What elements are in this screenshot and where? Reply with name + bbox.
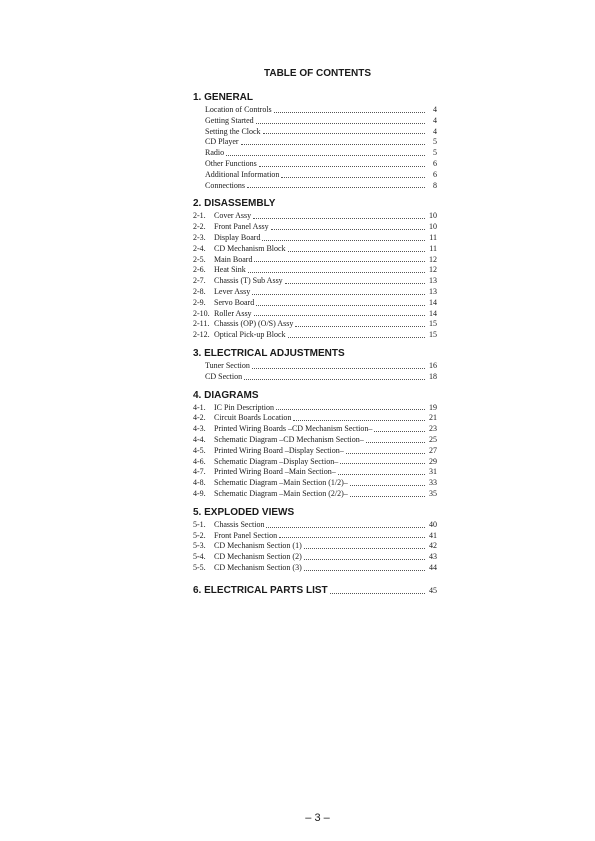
- entry-number: 2-6.: [193, 265, 206, 275]
- toc-entry: [193, 541, 437, 552]
- entry-number: 2-5.: [193, 254, 206, 264]
- entry-label: CD Mechanism Block: [214, 243, 286, 253]
- entry-number: 4-5.: [193, 445, 206, 455]
- toc-entry: [193, 148, 437, 159]
- entry-label: Schematic Diagram –Display Section–: [214, 456, 339, 466]
- dot-leader: [295, 325, 425, 327]
- toc-entry: [193, 233, 437, 244]
- entry-page: 45: [429, 585, 437, 595]
- toc-entry: [193, 127, 437, 138]
- toc-entry: [193, 309, 437, 320]
- entry-label: Printed Wiring Board –Display Section–: [214, 445, 344, 455]
- entry-page: 13: [429, 276, 437, 286]
- entry-label: Display Board: [214, 232, 261, 242]
- entry-page: 8: [433, 180, 437, 190]
- entry-label: Setting the Clock: [205, 126, 261, 136]
- toc-entry: [193, 298, 437, 309]
- dot-leader: [259, 165, 425, 167]
- entry-page: 19: [429, 402, 437, 412]
- entry-label: Optical Pick-up Block: [214, 330, 286, 340]
- dot-leader: [262, 239, 425, 241]
- toc-sections: [193, 91, 437, 597]
- dot-leader: [346, 452, 425, 454]
- entry-label: Front Panel Assy: [214, 222, 269, 232]
- dot-leader: [374, 430, 425, 432]
- toc-entry: [193, 413, 437, 424]
- toc-section: [193, 506, 437, 574]
- entry-label: Circuit Boards Location: [214, 413, 292, 423]
- entry-page: 33: [429, 478, 437, 488]
- entry-page: 11: [429, 243, 437, 253]
- toc-entry: [193, 424, 437, 435]
- entry-label: Roller Assy: [214, 308, 252, 318]
- dot-leader: [226, 154, 425, 156]
- toc-entry: [193, 265, 437, 276]
- dot-leader: [252, 293, 425, 295]
- entry-number: 2-11.: [193, 319, 210, 329]
- toc-entry: [193, 116, 437, 127]
- dot-leader: [254, 260, 425, 262]
- toc-entry: [193, 403, 437, 414]
- dot-leader: [254, 314, 425, 316]
- entry-number: 2-2.: [193, 222, 206, 232]
- entry-page: 10: [429, 211, 437, 221]
- entry-label: Radio: [205, 148, 225, 158]
- entry-number: 2-3.: [193, 232, 206, 242]
- section-heading: 1. GENERAL: [193, 92, 254, 103]
- toc-section-parts-list: [193, 584, 437, 597]
- entry-page: 10: [429, 222, 437, 232]
- dot-leader: [256, 304, 425, 306]
- toc-entry: [193, 552, 437, 563]
- dot-leader: [350, 495, 425, 497]
- entry-page: 15: [429, 330, 437, 340]
- dot-leader: [274, 111, 425, 113]
- dot-leader: [256, 122, 425, 124]
- entry-label: Schematic Diagram –CD Mechanism Section–: [214, 434, 364, 444]
- toc-entry: [193, 319, 437, 330]
- entry-page: 12: [429, 265, 437, 275]
- dot-leader: [366, 441, 425, 443]
- entry-label: Chassis (T) Sub Assy: [214, 276, 283, 286]
- entry-page: 27: [429, 445, 437, 455]
- dot-leader: [285, 282, 425, 284]
- dot-leader: [330, 592, 425, 594]
- dot-leader: [252, 367, 425, 369]
- dot-leader: [304, 558, 425, 560]
- entry-page: 40: [429, 519, 437, 529]
- entry-number: 2-1.: [193, 211, 206, 221]
- entry-page: 6: [433, 158, 437, 168]
- section-heading: 5. EXPLODED VIEWS: [193, 506, 295, 518]
- toc-entry: [193, 361, 437, 372]
- dot-leader: [338, 473, 425, 475]
- toc-entry: [193, 520, 437, 531]
- toc-entry: [193, 563, 437, 574]
- dot-leader: [279, 536, 425, 538]
- entry-number: 4-3.: [193, 424, 206, 434]
- entry-page: 16: [429, 360, 437, 370]
- entry-page: 11: [429, 232, 437, 242]
- toc-section: [193, 347, 437, 383]
- entry-number: 4-6.: [193, 456, 206, 466]
- entry-page: 15: [429, 319, 437, 329]
- dot-leader: [253, 217, 425, 219]
- toc-title: TABLE OF CONTENTS: [263, 68, 372, 79]
- entry-label: CD Mechanism Section (1): [214, 541, 302, 551]
- entry-label: Schematic Diagram –Main Section (2/2)–: [214, 488, 348, 498]
- entry-page: 21: [429, 413, 437, 423]
- entry-page: 43: [429, 552, 437, 562]
- entry-page: 25: [429, 434, 437, 444]
- page-number: – 3 –: [305, 812, 330, 824]
- section-heading: 6. ELECTRICAL PARTS LIST: [193, 584, 328, 596]
- dot-leader: [304, 547, 425, 549]
- dot-leader: [281, 176, 425, 178]
- entry-label: Getting Started: [205, 115, 254, 125]
- toc-entry: [193, 137, 437, 148]
- entry-page: 44: [429, 562, 437, 572]
- dot-leader: [271, 228, 425, 230]
- entry-label: Lever Assy: [214, 286, 251, 296]
- entry-label: Cover Assy: [214, 211, 252, 221]
- section-heading: 2. DISASSEMBLY: [193, 198, 276, 210]
- dot-leader: [288, 250, 425, 252]
- entry-number: 2-4.: [193, 243, 206, 253]
- toc-entry: [193, 255, 437, 266]
- entry-page: 13: [429, 286, 437, 296]
- section-heading: 3. ELECTRICAL ADJUSTMENTS: [193, 347, 345, 359]
- dot-leader: [248, 271, 425, 273]
- entry-label: Schematic Diagram –Main Section (1/2)–: [214, 478, 348, 488]
- entry-label: IC Pin Description: [214, 402, 274, 412]
- entry-label: CD Mechanism Section (2): [214, 552, 302, 562]
- entry-page: 14: [429, 308, 437, 318]
- entry-label: Other Functions: [205, 158, 257, 168]
- dot-leader: [244, 378, 425, 380]
- dot-leader: [276, 408, 425, 410]
- entry-number: 2-12.: [193, 330, 210, 340]
- entry-number: 2-8.: [193, 286, 206, 296]
- entry-label: Printed Wiring Boards –CD Mechanism Section–: [214, 424, 373, 434]
- entry-number: 4-2.: [193, 413, 206, 423]
- entry-number: 4-8.: [193, 478, 206, 488]
- entry-number: 4-1.: [193, 402, 206, 412]
- entry-label: Connections: [205, 180, 245, 190]
- entry-number: 4-9.: [193, 488, 206, 498]
- toc-entry: [193, 159, 437, 170]
- dot-leader: [293, 419, 425, 421]
- entry-label: Front Panel Section: [214, 530, 278, 540]
- entry-page: 35: [429, 488, 437, 498]
- entry-label: Servo Board: [214, 297, 255, 307]
- entry-page: 12: [429, 254, 437, 264]
- entry-number: 4-4.: [193, 434, 206, 444]
- entry-label: CD Mechanism Section (3): [214, 562, 302, 572]
- entry-label: Chassis Section: [214, 519, 265, 529]
- entry-label: Chassis (OP) (O/S) Assy: [214, 319, 294, 329]
- entry-page: 5: [433, 137, 437, 147]
- toc-entry: [193, 222, 437, 233]
- entry-number: 5-1.: [193, 519, 206, 529]
- entry-page: 5: [433, 148, 437, 158]
- toc-entry: [193, 531, 437, 542]
- toc-entry: [193, 446, 437, 457]
- entry-number: 2-10.: [193, 308, 210, 318]
- entry-label: CD Player: [205, 137, 239, 147]
- toc-entry: [193, 467, 437, 478]
- toc-entry: [193, 372, 437, 383]
- entry-label: Location of Controls: [205, 105, 272, 114]
- toc-entry: [193, 244, 437, 255]
- toc-entry: [193, 170, 437, 181]
- toc-entry: [193, 330, 437, 341]
- entry-page: 4: [433, 115, 437, 125]
- dot-leader: [247, 186, 425, 188]
- toc-entry: [193, 489, 437, 500]
- toc-entry: [193, 181, 437, 192]
- entry-page: 14: [429, 297, 437, 307]
- entry-number: 2-9.: [193, 297, 206, 307]
- dot-leader: [241, 143, 425, 145]
- dot-leader: [350, 484, 425, 486]
- entry-label: Printed Wiring Board –Main Section–: [214, 467, 336, 477]
- entry-page: 31: [429, 467, 437, 477]
- entry-number: 2-7.: [193, 276, 206, 286]
- toc-section: [193, 389, 437, 500]
- toc-section: [193, 91, 437, 191]
- entry-page: 4: [433, 126, 437, 136]
- toc-entry: [193, 435, 437, 446]
- toc-entry: [193, 211, 437, 222]
- entry-page: 29: [429, 456, 437, 466]
- entry-number: 5-2.: [193, 530, 206, 540]
- dot-leader: [263, 132, 425, 134]
- toc-entry: [193, 457, 437, 468]
- entry-label: Heat Sink: [214, 265, 246, 275]
- dot-leader: [288, 336, 425, 338]
- toc-entry: [193, 287, 437, 298]
- entry-page: 42: [429, 541, 437, 551]
- section-heading: 4. DIAGRAMS: [193, 389, 259, 401]
- entry-number: 5-3.: [193, 541, 206, 551]
- entry-page: 4: [433, 105, 437, 114]
- toc-entry: [193, 105, 437, 116]
- toc-entry: [193, 478, 437, 489]
- entry-label: CD Section: [205, 371, 243, 381]
- entry-label: Main Board: [214, 254, 253, 264]
- toc-entry: [193, 276, 437, 287]
- toc-section: [193, 197, 437, 341]
- entry-page: 41: [429, 530, 437, 540]
- dot-leader: [304, 569, 425, 571]
- dot-leader: [340, 462, 425, 464]
- entry-label: Additional Information: [205, 169, 280, 179]
- entry-number: 5-4.: [193, 552, 206, 562]
- entry-label: Tuner Section: [205, 360, 250, 370]
- dot-leader: [266, 526, 425, 528]
- entry-page: 18: [429, 371, 437, 381]
- entry-page: 23: [429, 424, 437, 434]
- entry-number: 4-7.: [193, 467, 206, 477]
- entry-number: 5-5.: [193, 562, 206, 572]
- entry-page: 6: [433, 169, 437, 179]
